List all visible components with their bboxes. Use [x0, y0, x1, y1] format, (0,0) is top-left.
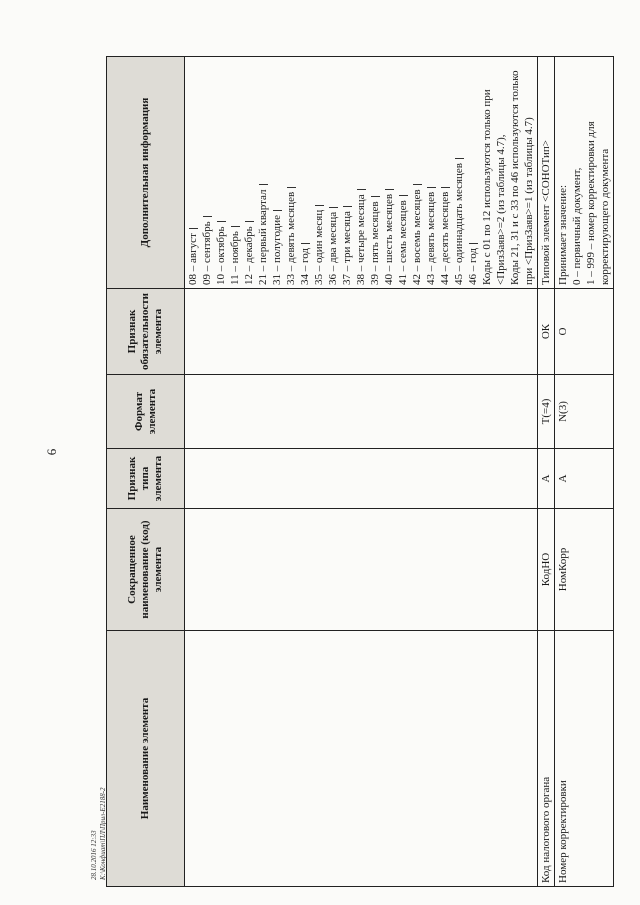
header-name: Наименование элемента — [107, 631, 185, 887]
period-code-item: 45 – одиннадцать месяцев — [452, 60, 466, 285]
period-code-item: 38 – четыре месяца — [354, 60, 368, 285]
period-code-item: 41 – семь месяцев — [396, 60, 410, 285]
cell-type: А — [538, 449, 555, 509]
table-row — [555, 57, 614, 887]
header-format: Формат элемента — [107, 375, 185, 449]
cell-code — [185, 509, 538, 631]
period-code-item: 34 – год — [298, 60, 312, 285]
period-code-item: 33 – девять месяцев — [284, 60, 298, 285]
cell-format: T(=4) — [538, 375, 555, 449]
cell-required — [185, 289, 538, 375]
period-note-1: Коды с 01 по 12 используются только при <ПризЗаяв>=2 (из таблицы 4.7), — [481, 89, 507, 285]
period-code-item: 40 – шесть месяцев — [382, 60, 396, 285]
cell-info-period-codes — [185, 57, 538, 289]
cell-info — [555, 57, 614, 289]
element-table-rotated — [106, 57, 611, 887]
period-code-item: 35 – один месяц — [312, 60, 326, 285]
table-row — [538, 57, 555, 887]
info-line: 1 – 999 – номер корректировки для корректирующего документа — [585, 121, 611, 285]
cell-code: КодНО — [538, 509, 555, 631]
period-code-item: 31 – полугодие — [270, 60, 284, 285]
header-required: Признак обязательности элемента — [107, 289, 185, 375]
cell-info: Типовой элемент <СОНОТип> — [538, 57, 555, 289]
period-code-item: 43 – девять месяцев — [424, 60, 438, 285]
period-code-item: 11 – ноябрь — [228, 60, 242, 285]
period-code-item: 12 – декабрь — [242, 60, 256, 285]
element-table — [106, 56, 614, 887]
cell-required: ОК — [538, 289, 555, 375]
cell-name — [185, 631, 538, 887]
cell-required: О — [555, 289, 614, 375]
cell-name: Код налогового органа — [538, 631, 555, 887]
period-code-item: 10 – октябрь — [214, 60, 228, 285]
period-code-item: 37 – три месяца — [340, 60, 354, 285]
cell-format — [185, 375, 538, 449]
info-line: 0 – первичный документ, — [571, 167, 583, 285]
page-number: 6 — [44, 448, 59, 456]
period-code-item: 36 – два месяца — [326, 60, 340, 285]
period-code-item: 21 – первый квартал — [256, 60, 270, 285]
stamp-path: К:\Конфиат\ПЛ\Прил-Е2188-2 — [99, 787, 107, 880]
cell-code: НомКорр — [555, 509, 614, 631]
period-note-2: Коды 21, 31 и с 33 по 46 используются только при <ПризЗаяв>=1 (из таблицы 4.7) — [509, 70, 535, 285]
header-type: Признак типа элемента — [107, 449, 185, 509]
period-code-item: 46 – год — [466, 60, 480, 285]
cell-type — [185, 449, 538, 509]
table-row-period — [185, 57, 538, 887]
period-code-item: 08 – август — [186, 60, 200, 285]
cell-name: Номер корректировки — [555, 631, 614, 887]
header-info: Дополнительная информация — [107, 57, 185, 289]
info-line: Принимает значение: — [557, 184, 569, 285]
period-code-item: 39 – пять месяцев — [368, 60, 382, 285]
period-code-item: 42 – восемь месяцев — [410, 60, 424, 285]
cell-format: N(3) — [555, 375, 614, 449]
period-code-list — [186, 60, 480, 285]
stamp-date: 28.10.2016 12:33 — [90, 830, 98, 880]
cell-type: А — [555, 449, 614, 509]
header-code: Сокращенное наименование (код) элемента — [107, 509, 185, 631]
table-header-row — [107, 57, 185, 887]
period-code-item: 44 – десять месяцев — [438, 60, 452, 285]
period-code-item: 09 – сентябрь — [200, 60, 214, 285]
